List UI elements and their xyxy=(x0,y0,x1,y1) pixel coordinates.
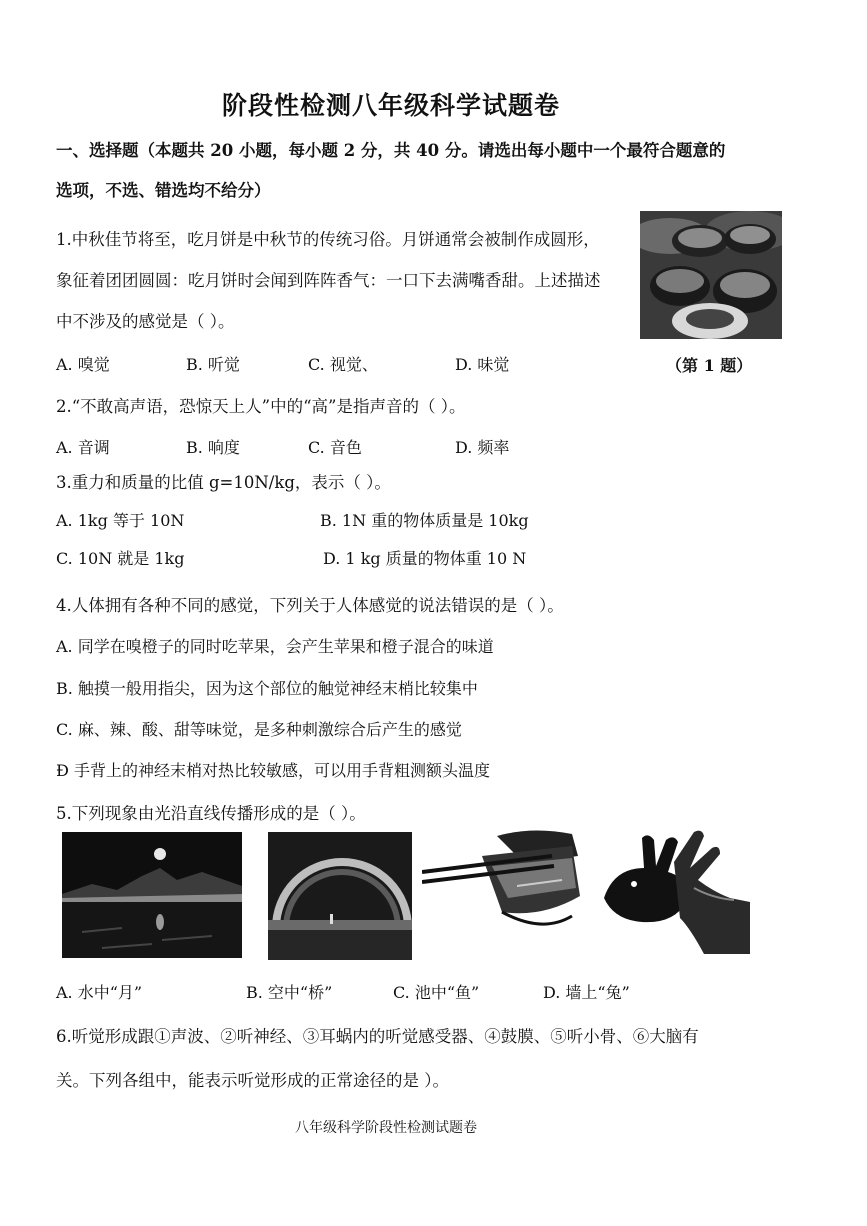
q6-stem-line2: 关。下列各组中，能表示听觉形成的正常途径的是 ）。 xyxy=(56,1071,449,1090)
q4-option-a: A. 同学在嗅橙子的同时吃苹果，会产生苹果和橙子混合的味道 xyxy=(56,637,494,656)
q1-option-b: B. 听觉 xyxy=(186,355,240,374)
moon-reflection-photo xyxy=(62,832,242,958)
q4-option-c: C. 麻、辣、酸、甜等味觉，是多种刺激综合后产生的感觉 xyxy=(56,720,462,739)
q1-option-a: A. 嗅觉 xyxy=(56,355,110,374)
q2-stem: 2.“不敢高声语，恐惊天上人”中的“高”是指声音的（ ）。 xyxy=(56,397,466,416)
q2-option-d: D. 频率 xyxy=(455,438,510,457)
q1-stem-line2: 象征着团团圆圆：吃月饼时会闻到阵阵香气：一口下去满嘴香甜。上述描述 xyxy=(56,271,601,290)
q3-option-a: A. 1kg 等于 10N xyxy=(56,511,185,530)
q3-option-c: C. 10N 就是 1kg xyxy=(56,549,185,568)
q5-option-c: C. 池中“鱼” xyxy=(393,983,480,1002)
q1-figure-caption: （第 1 题） xyxy=(666,356,753,375)
section-heading-line2: 选项，不选、错选均不给分） xyxy=(56,181,271,200)
q3-option-d: D. 1 kg 质量的物体重 10 N xyxy=(323,549,527,568)
q1-option-d: D. 味觉 xyxy=(455,355,510,374)
q6-stem-line1: 6.听觉形成跟①声波、②听神经、③耳蜗内的听觉感受器、④鼓膜、⑤听小骨、⑥大脑有 xyxy=(56,1027,699,1046)
q1-option-c: C. 视觉、 xyxy=(308,355,378,374)
hand-shadow-rabbit-photo xyxy=(594,828,750,954)
q5-stem: 5.下列现象由光沿直线传播形成的是（ ）。 xyxy=(56,804,366,823)
q1-stem-line3: 中不涉及的感觉是（ ）。 xyxy=(56,312,235,331)
q4-stem: 4.人体拥有各种不同的感觉，下列关于人体感觉的说法错误的是（ ）。 xyxy=(56,596,564,615)
page-footer: 八年级科学阶段性检测试题卷 xyxy=(295,1120,477,1136)
q3-stem: 3.重力和质量的比值 g=10N/kg，表示（ ）。 xyxy=(56,473,391,492)
q5-option-d: D. 墙上“兔” xyxy=(543,983,630,1002)
rainbow-photo xyxy=(268,832,412,960)
q2-option-a: A. 音调 xyxy=(56,438,110,457)
q2-option-c: C. 音色 xyxy=(308,438,362,457)
q3-option-b: B. 1N 重的物体质量是 10kg xyxy=(320,511,529,530)
section-heading-line1: 一、选择题（本题共 20 小题，每小题 2 分，共 40 分。请选出每小题中一个最符合题意的 xyxy=(56,141,726,160)
page-title: 阶段性检测八年级科学试题卷 xyxy=(222,91,561,120)
chopsticks-bowl-illustration xyxy=(422,826,582,942)
q5-option-b: B. 空中“桥” xyxy=(246,983,333,1002)
mooncake-photo xyxy=(640,211,782,339)
q4-option-d: Ð 手背上的神经末梢对热比较敏感，可以用手背粗测额头温度 xyxy=(56,761,491,780)
q5-option-a: A. 水中“月” xyxy=(56,983,143,1002)
q1-stem-line1: 1.中秋佳节将至，吃月饼是中秋节的传统习俗。月饼通常会被制作成圆形， xyxy=(56,230,600,249)
q2-option-b: B. 响度 xyxy=(186,438,240,457)
q4-option-b: B. 触摸一般用指尖，因为这个部位的触觉神经末梢比较集中 xyxy=(56,679,478,698)
